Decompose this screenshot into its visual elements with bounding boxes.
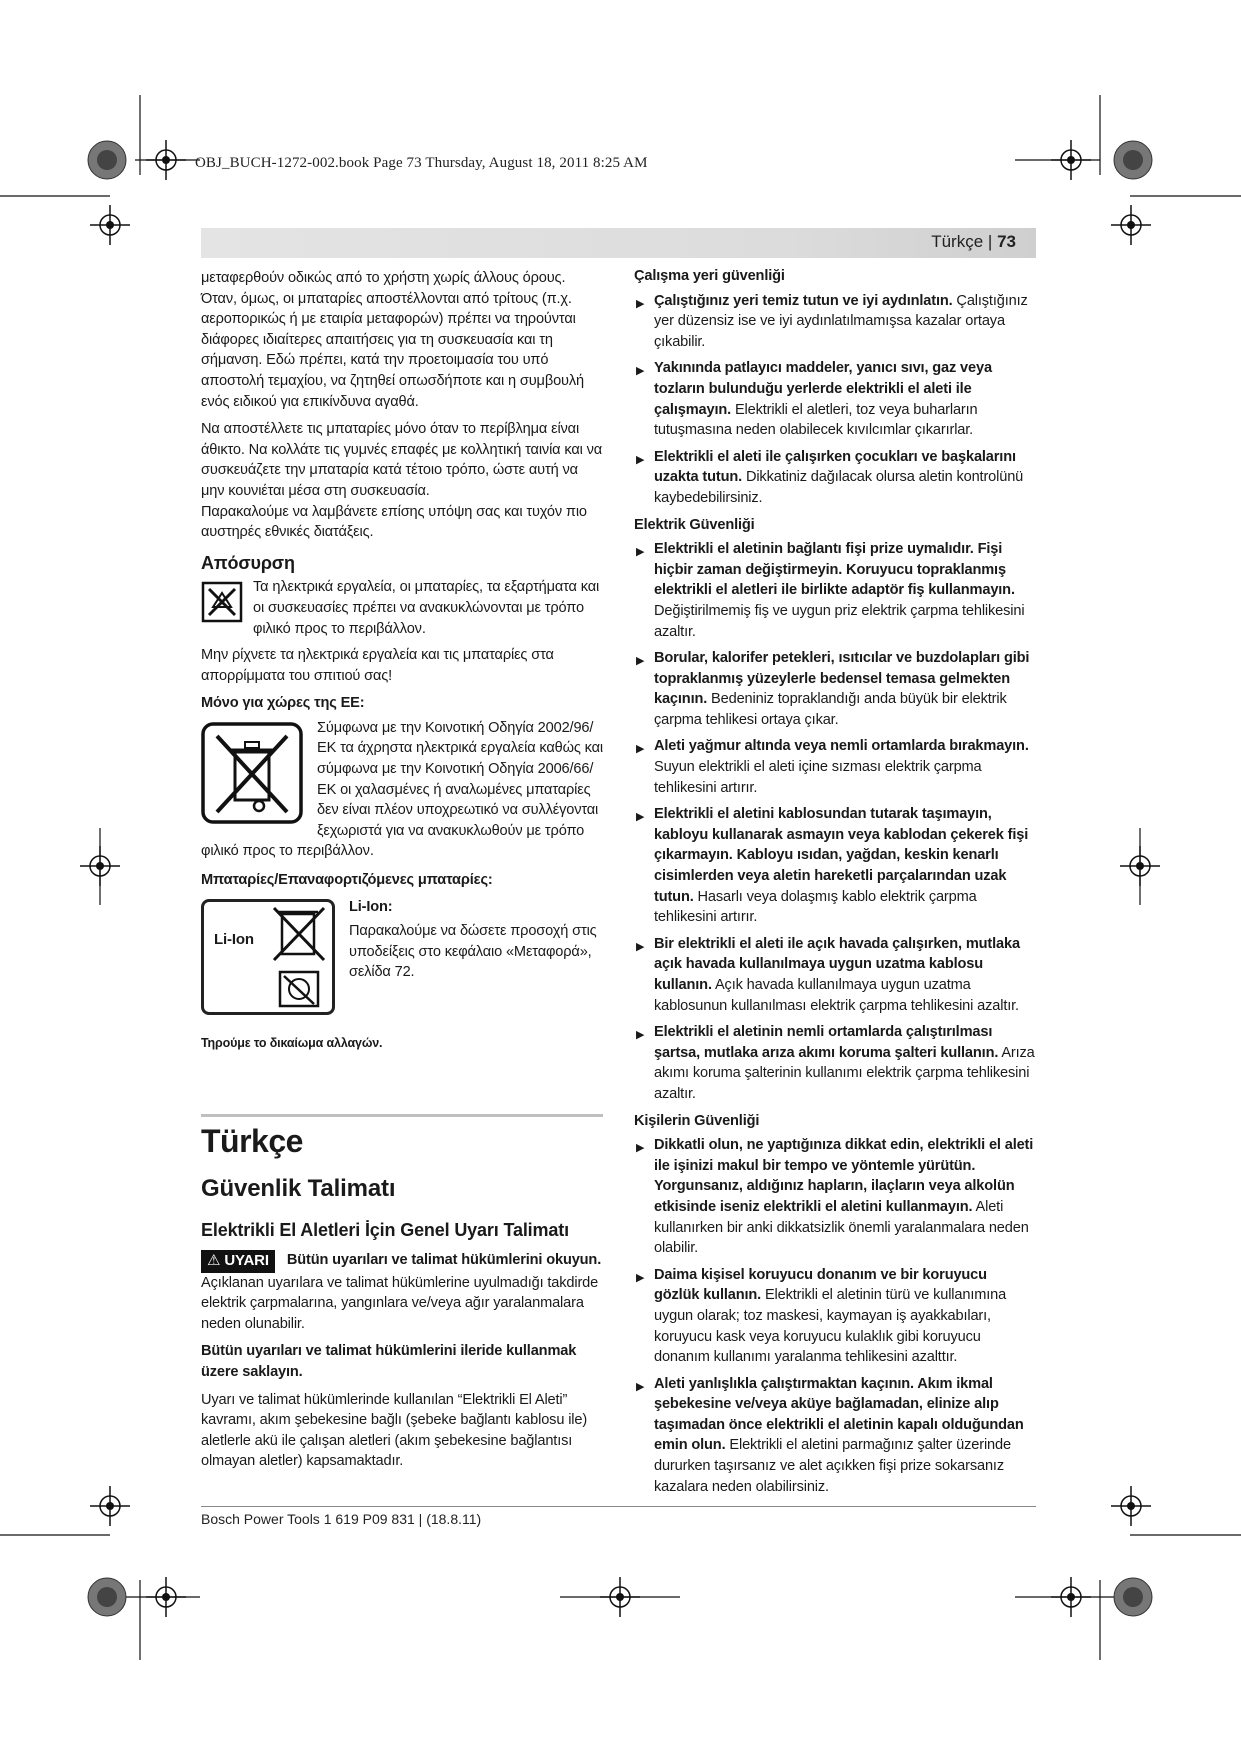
item-text: Suyun elektrikli el aleti içine sızması elektrik çarpma tehlikesini artırır. bbox=[654, 759, 982, 796]
warning-block bbox=[201, 1250, 603, 1334]
bullet-icon: ▶ bbox=[636, 365, 645, 378]
item-bold: Aleti yanlışlıkla çalıştırmaktan kaçının. Akım ikmal şebekesine ve/veya aküye bağlamadan, elinize alıp taşımadan önce elektrikli el aletinin kapalı olduğundan emin olun. bbox=[654, 1375, 1024, 1454]
bullet-icon: ▶ bbox=[636, 1271, 645, 1284]
item-text: Elektrikli el aletinin türü ve kullanımına uygun olarak; toz maskesi, kaymayan iş ayakkabıları, koruyucu kask veya koruyucu kulaklık gibi koruyucu donanım kullanımı yaralanma tehlikesini azalttır. bbox=[654, 1287, 1007, 1366]
household-paragraph: Μην ρίχνετε τα ηλεκτρικά εργαλεία και τις μπαταρίες στα απορρίμματα του σπιτιού σας! bbox=[201, 647, 554, 684]
list-item bbox=[634, 1135, 1036, 1259]
warning-bold: Bütün uyarıları ve talimat hükümlerini okuyun. bbox=[286, 1252, 602, 1268]
item-text: Açık havada kullanılmaya uygun uzatma kablosunun kullanılması elektrik çarpma tehlikesini azaltır. bbox=[654, 977, 1019, 1014]
item-bold: Elektrikli el aleti ile çalışırken çocukları ve başkalarını uzakta tutun. bbox=[654, 448, 1016, 486]
eu-block bbox=[201, 718, 603, 862]
liion-text: Παρακαλούμε να δώσετε προσοχή στις υποδείξεις στο κεφάλαιο «Μεταφορά», σελίδα 72. bbox=[349, 923, 597, 981]
list-item bbox=[634, 648, 1036, 730]
item-text: Elektrikli el aletini parmağınız şalter üzerinde dururken taşırsanız ve alet açıkken fişi prize sokarsanız kazalara neden olabilirsiniz. bbox=[654, 1437, 1011, 1495]
item-text: Çalıştığınız yer düzensiz ise ve iyi aydınlatılmamışsa kazalar ortaya çıkabilir. bbox=[654, 292, 1028, 350]
eu-heading: Μόνο για χώρες της ΕΕ: bbox=[201, 695, 365, 712]
electrical-list bbox=[634, 539, 1036, 1104]
item-text: Elektrikli el aletleri, toz veya buharların tutuşmasına neden olabilecek kıvılcımlar çıkarırlar. bbox=[654, 401, 978, 439]
bullet-icon: ▶ bbox=[636, 940, 645, 953]
bullet-icon: ▶ bbox=[636, 453, 645, 466]
personal-safety-list bbox=[634, 1135, 1036, 1497]
header-separator: | bbox=[987, 232, 993, 251]
general-title: Elektrikli El Aletleri İçin Genel Uyarı Talimatı bbox=[201, 1220, 569, 1240]
item-bold: Aleti yağmur altında veya nemli ortamlarda bırakmayın. bbox=[654, 738, 1029, 755]
personal-safety-heading: Kişilerin Güvenliği bbox=[634, 1112, 760, 1129]
item-text: Dikkatiniz dağılacak olursa aletin kontrolünü kaybedebilirsiniz. bbox=[654, 469, 1024, 506]
bullet-icon: ▶ bbox=[636, 811, 645, 824]
warning-badge: ⚠ UYARI bbox=[201, 1250, 275, 1273]
work-area-list bbox=[634, 291, 1036, 509]
list-item bbox=[634, 934, 1036, 1016]
disposal-block bbox=[201, 577, 603, 639]
disposal-heading: Απόσυρση bbox=[201, 552, 295, 573]
bullet-icon: ▶ bbox=[636, 1142, 645, 1155]
list-item bbox=[634, 291, 1036, 353]
page-number: 73 bbox=[997, 232, 1016, 251]
electrical-heading: Elektrik Güvenliği bbox=[634, 516, 755, 533]
item-bold: Elektrikli el aletinin bağlantı fişi prize uymalıdır. Fişi hiçbir zaman değiştirmeyin. Koruyucu topraklanmış elektrikli el aletleri ile birlikte adaptör fiş kullanmayın. bbox=[654, 541, 1015, 599]
bullet-icon: ▶ bbox=[636, 1029, 645, 1042]
crossed-battery-bin-icon bbox=[270, 906, 330, 1010]
left-column bbox=[201, 268, 603, 1060]
page-footer: Bosch Power Tools 1 619 P09 831 | (18.8.11) bbox=[201, 1511, 482, 1527]
term-definition: Uyarı ve talimat hükümlerinde kullanılan “Elektrikli El Aleti” kavramı, akım şebekesine bağlı (şebeke bağlantı kablosu ile) aletlerle akü ile çalışan aletleri (akım şebekesine bağlantısı olmayan aletler) kapsamaktadır. bbox=[201, 1391, 588, 1470]
item-text: Bedeniniz topraklandığı anda büyük bir elektrik çarpma tehlikesi ortaya çıkar. bbox=[654, 691, 1007, 728]
item-bold: Elektrikli el aletinin nemli ortamlarda çalıştırılması şartsa, mutlaka arıza akımı koruma şalteri kullanın. bbox=[654, 1024, 999, 1061]
list-item bbox=[634, 539, 1036, 642]
packing-paragraph: Να αποστέλλετε τις μπαταρίες μόνο όταν το περίβλημα είναι άθικτο. Να κολλάτε τις γυμνές επαφές με κολλητική ταινία και να συσκευάζετε την μπαταρία κατά τέτοιο τρόπο, ώστε αυτή να μην κουνιέται μέσα στη συσκευασία. bbox=[201, 421, 603, 499]
item-bold: Bir elektrikli el aleti ile açık havada çalışırken, mutlaka açık havada kullanılmaya uygun uzatma kablosu kullanın. bbox=[654, 935, 1020, 993]
battery-heading: Μπαταρίες/Επαναφορτιζόμενες μπαταρίες: bbox=[201, 872, 493, 889]
bullet-icon: ▶ bbox=[636, 743, 645, 756]
regulations-paragraph: Παρακαλούμε να λαμβάνετε επίσης υπόψη σας και τυχόν πιο αυστηρές εθνικές διατάξεις. bbox=[201, 503, 587, 541]
liion-heading: Li-Ion: bbox=[349, 898, 393, 915]
rights-note: Τηρούμε το δικαίωμα αλλαγών. bbox=[201, 1035, 383, 1050]
list-item bbox=[634, 736, 1036, 798]
liion-block bbox=[201, 895, 603, 1015]
safety-title: Güvenlik Talimatı bbox=[201, 1175, 396, 1202]
list-item bbox=[634, 1265, 1036, 1368]
item-bold: Dikkatli olun, ne yaptığınıza dikkat edin, elektrikli el aleti ile işinizi makul bir tempo ve yöntemle yürütün. Yorgunsanız, aldığınız hapların, ilaçların veya alkolün etkisinde iseniz elektrikli el aletini kullanmayın. bbox=[654, 1137, 1034, 1215]
list-item bbox=[634, 447, 1036, 509]
section-divider bbox=[201, 1114, 603, 1117]
work-area-heading: Çalışma yeri güvenliği bbox=[634, 268, 785, 284]
warning-label: UYARI bbox=[224, 1252, 269, 1269]
list-item bbox=[634, 1022, 1036, 1104]
item-bold: Borular, kalorifer petekleri, ısıtıcılar ve buzdolapları gibi topraklanmış yüzeylerle bedensel temasa gelmekten kaçının. bbox=[654, 650, 1030, 708]
section-label: Türkçe bbox=[931, 232, 984, 251]
item-bold: Çalıştığınız yeri temiz tutun ve iyi aydınlatın. bbox=[654, 292, 953, 309]
footer-rule bbox=[201, 1506, 1036, 1507]
bullet-icon: ▶ bbox=[636, 1380, 645, 1393]
warning-text: Açıklanan uyarılara ve talimat hükümlerine uyulmadığı takdirde elektrik çarpmalarına, yangınlara ve/veya ağır yaralanmalara neden olunabilir. bbox=[201, 1274, 599, 1332]
list-item bbox=[634, 804, 1036, 928]
keep-instructions: Bütün uyarıları ve talimat hükümlerini ileride kullanmak üzere saklayın. bbox=[201, 1343, 577, 1380]
book-info-line: OBJ_BUCH-1272-002.book Page 73 Thursday, August 18, 2011 8:25 AM bbox=[195, 155, 648, 171]
disposal-text: Τα ηλεκτρικά εργαλεία, οι μπαταρίες, τα εξαρτήματα και οι συσκευασίες πρέπει να ανακυκλώνονται με τρόπο φιλικό προς το περιβάλλον. bbox=[253, 579, 600, 637]
item-bold: Yakınında patlayıcı maddeler, yanıcı sıvı, gaz veya tozların bulunduğu yerlerde elektrikli el aleti ile çalışmayın. bbox=[654, 360, 992, 418]
list-item bbox=[634, 1374, 1036, 1498]
recycle-box-icon bbox=[201, 581, 243, 623]
page-header-ribbon bbox=[201, 228, 1036, 258]
item-bold: Daima kişisel koruyucu donanım ve bir koruyucu gözlük kullanın. bbox=[654, 1266, 987, 1304]
item-text: Aleti kullanırken bir anki dikkatsizlik önemli yaralanmalara neden olabilir. bbox=[654, 1198, 1029, 1257]
crossed-bin-icon bbox=[201, 722, 303, 824]
running-header bbox=[931, 232, 1016, 252]
turkish-intro bbox=[201, 1120, 603, 1479]
item-text: Arıza akımı koruma şalterinin kullanımı elektrik çarpma tehlikesini azaltır. bbox=[654, 1044, 1035, 1102]
transport-paragraph: μεταφερθούν οδικώς από το χρήστη χωρίς άλλους όρους. Όταν, όμως, οι μπαταρίες αποστέλλονται από τρίτους (π.χ. αεροπορικώς ή με εταιρία μεταφορών) πρέπει να τηρούνται διάφορες ιδιαίτερες απαιτήσεις για τη συσκευασία και τη σήμανση. Εδώ πρέπει, κατά την προετοιμασία του υπό αποστολή τεμαχίου, να ζητηθεί οπωσδήποτε και η συμβουλή ενός ειδικού για επικίνδυνα αγαθά. bbox=[201, 270, 584, 410]
liion-icon bbox=[201, 899, 335, 1015]
eu-text: Σύμφωνα με την Κοινοτική Οδηγία 2002/96/ΕΚ τα άχρηστα ηλεκτρικά εργαλεία καθώς και σύμφωνα με την Κοινοτική Οδηγία 2006/66/ΕΚ οι χαλασμένες ή αναλωμένες μπαταρίες δεν είναι πλέον υποχρεωτικό να συλλέγονται ξεχωριστά για να ανακυκλωθούν με τρόπο φιλικό προς το περιβάλλον. bbox=[201, 719, 603, 860]
language-title: Türkçe bbox=[201, 1123, 303, 1159]
list-item bbox=[634, 358, 1036, 440]
item-bold: Elektrikli el aletini kablosundan tutarak taşımayın, kabloyu kullanarak asmayın veya kablodan çekerek fişi çıkarmayın. Kabloyu ısıdan, yağdan, keskin kenarlı cisimlerden veya aletin hareketli parçalarından uzak tutun. bbox=[654, 806, 1029, 905]
right-column bbox=[634, 266, 1036, 1503]
bullet-icon: ▶ bbox=[636, 546, 645, 559]
bullet-icon: ▶ bbox=[636, 655, 645, 668]
bullet-icon: ▶ bbox=[636, 297, 645, 310]
item-text: Hasarlı veya dolaşmış kablo elektrik çarpma tehlikesini artırır. bbox=[654, 888, 977, 926]
item-text: Değiştirilmemiş fiş ve uygun priz elektrik çarpma tehlikesini azaltır. bbox=[654, 602, 1025, 640]
liion-icon-label: Li-Ion bbox=[214, 930, 254, 948]
